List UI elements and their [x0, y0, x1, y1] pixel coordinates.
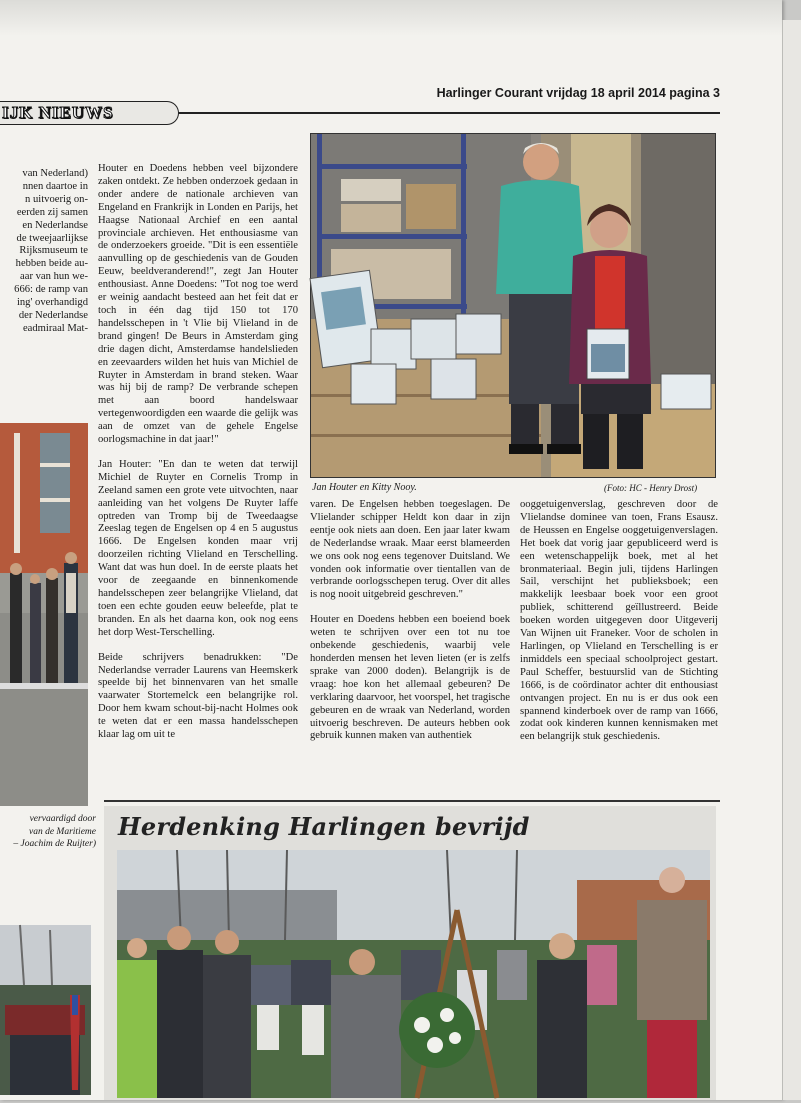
left-line: Rijksmuseum te	[19, 245, 88, 257]
left-line: van Nederland)	[22, 168, 88, 179]
main-photo-authors	[310, 133, 716, 478]
left-line: de tweejaarlijkse	[16, 232, 88, 244]
article-paragraph: varen. De Engelsen hebben toegeslagen. De Vlielander schipper Heldt kon daar in zijn eentje ook niets aan doen. Een jaar later kwam de Nederlandse wraak. Maar eerst blameerden we ons ook nog eens tegenover Duitsland. We vonden ook informatie over tientallen van de verbrande oorlogsschepen terug. Over dit alles is nog nooit uitgebreid geschreven."	[310, 499, 510, 601]
left-line: hebben beide au-	[15, 258, 88, 270]
left-line: nnen daartoe in	[22, 180, 88, 192]
left-line: der Nederlandse	[18, 309, 88, 321]
main-photo-caption: Jan Houter en Kitty Nooy.	[312, 482, 417, 493]
masthead: Harlinger Courant vrijdag 18 april 2014 pagina 3	[436, 86, 720, 100]
article-paragraph: Beide schrijvers benadrukken: "De Nederlandse verrader Laurens van Heemskerk speelde bij het binnenvaren van het smalle vaarwater Stortemelck een belangrijke rol. Door hem kwam schout-bij-nacht Holmes ook te weten dat er een massa handelsschepen klaar lag om uit te	[98, 651, 298, 741]
left-photo-ceremony	[0, 925, 91, 1095]
section-banner	[0, 101, 179, 125]
article-paragraph: ooggetuigenverslag, geschreven door de Vlielandse dominee van toen, Frans Esausz. de Heussen en Engelse ooggetuigenverslagen. Het boek dat vorig jaar gepubliceerd werd is een wetenschappelijk boek, met al het bronmateriaal. Begin juli, tijdens Harlingen Sail, verschijnt het publieksboek; een makkelijk leesbaar boek voor een groot publiek, schitterend geïllustreerd. Beide boeken worden uitgegeven door Uitgeverij Van Wijnen uit Franeker. Voor de scholen in Harlingen, op Vlieland en Terschelling is er inmiddels een speciaal schoolproject gestart. Paul Scheffer, bestuurslid van de Stichting 1666, is de coördinator achter dit enthousiast ontvangen project. En nu is er dus ook een spannend kinderboek over de ramp van 1666, zodat ook kinderen kunnen kennismaken met een belangrijk stuk geschiedenis.	[520, 499, 718, 743]
article-paragraph: Jan Houter: "En dan te weten dat terwijl Michiel de Ruyter en Cornelis Tromp in Zeeland samen een grote vete uitvochten, naar aanleiding van het volgens De Ruyter laffe optreden van Tromp bij de Tweedaagse Zeeslag tegen de Engelsen op 4 en 5 augustus 1666. De Engelsen konden maar vrij doorzeilen richting Vlieland en Terschelling. Want dat was hun doel. In de eerste plaats het voor de zeegaande en binnenkomende handelsschepen zeer belangrijke Vlieland, dat toen een echte gouden eeuw beleefde, plat te branden. En als het daarna kon, ook nog eens het dorp West-Terschelling.	[98, 458, 298, 638]
left-line: ing' overhandigd	[16, 297, 88, 309]
article-paragraph: Houter en Doedens hebben een boeiend boek weten te schrijven over een tot nu toe onbekende geschiedenis, waarbij vele honderden mensen het leven lieten (er is zelfs sprake van 2000 doden). Belangrijk is de vraag: hoe kon het allemaal gebeuren? De verklaring daarvoor, het voorspel, het tragische gebeuren en de wraak van Nederland, worden uitvoerig beschreven. De auteurs hebben ook gebruik kunnen maken van authentiek	[310, 614, 510, 742]
left-line: en Nederlandse	[22, 219, 88, 231]
page-top-shadow	[0, 0, 782, 36]
herdenking-headline: Herdenking Harlingen bevrijd	[118, 812, 530, 841]
left-line: eadmiraal Mat-	[22, 322, 88, 334]
herdenking-photo	[117, 850, 710, 1098]
left-line: aar van hun we-	[20, 271, 88, 283]
left-line: 666: de ramp van	[14, 284, 88, 296]
next-page-edge	[782, 20, 801, 1100]
section-divider	[104, 800, 720, 802]
left-caption-line: vervaardigd door	[29, 814, 96, 824]
left-caption-line: – Joachim de Ruijter)	[13, 839, 96, 849]
article-column-2	[310, 499, 510, 799]
left-column-text	[0, 168, 88, 334]
left-photo-building	[0, 423, 88, 806]
left-line: n uitvoerig on-	[25, 193, 88, 205]
article-column-1	[98, 163, 298, 803]
article-paragraph: Houter en Doedens hebben veel bijzondere zaken ontdekt. Ze hebben onderzoek gedaan in onder andere de nationale archieven van Engeland en Frankrijk in Londen en Parijs, het Haagse Nationaal Archief en een aantal provinciale archieven. Het enthousiasme van de onderzoekers groeide. "Dit is een essentiële aanvulling op de geschiedenis van de Gouden Eeuw, beeldveranderend!", zegt Jan Houter enthousiast. Anne Doedens: "Tot nog toe werd er weinig aandacht besteed aan het feit dat er toch in één dag tijd 150 tot 170 handelsschepen in 't Vlie bij Vlieland in de brand gingen! De Beurs in Amsterdam ging drie dagen dicht, Amsterdamse handelslieden en zeevaarders wilden het huis van Michiel de Ruyter in Amsterdam in brand steken. Waar was hij bij de ramp? De verbrande schepen met aan boord handelswaar vertegenwoordigden een waarde die gelijk was aan de omzet van de gehele Engelse oorlogsmachine in dat jaar!"	[98, 163, 298, 446]
left-caption-line: van de Maritieme	[28, 826, 96, 837]
main-photo-credit: (Foto: HC - Henry Drost)	[604, 483, 698, 493]
top-rule	[178, 112, 720, 114]
left-line: eerden zij samen	[16, 206, 88, 218]
left-photo-caption	[0, 813, 96, 851]
article-column-3	[520, 499, 718, 799]
section-banner-text: IJK NIEUWS	[2, 103, 114, 122]
